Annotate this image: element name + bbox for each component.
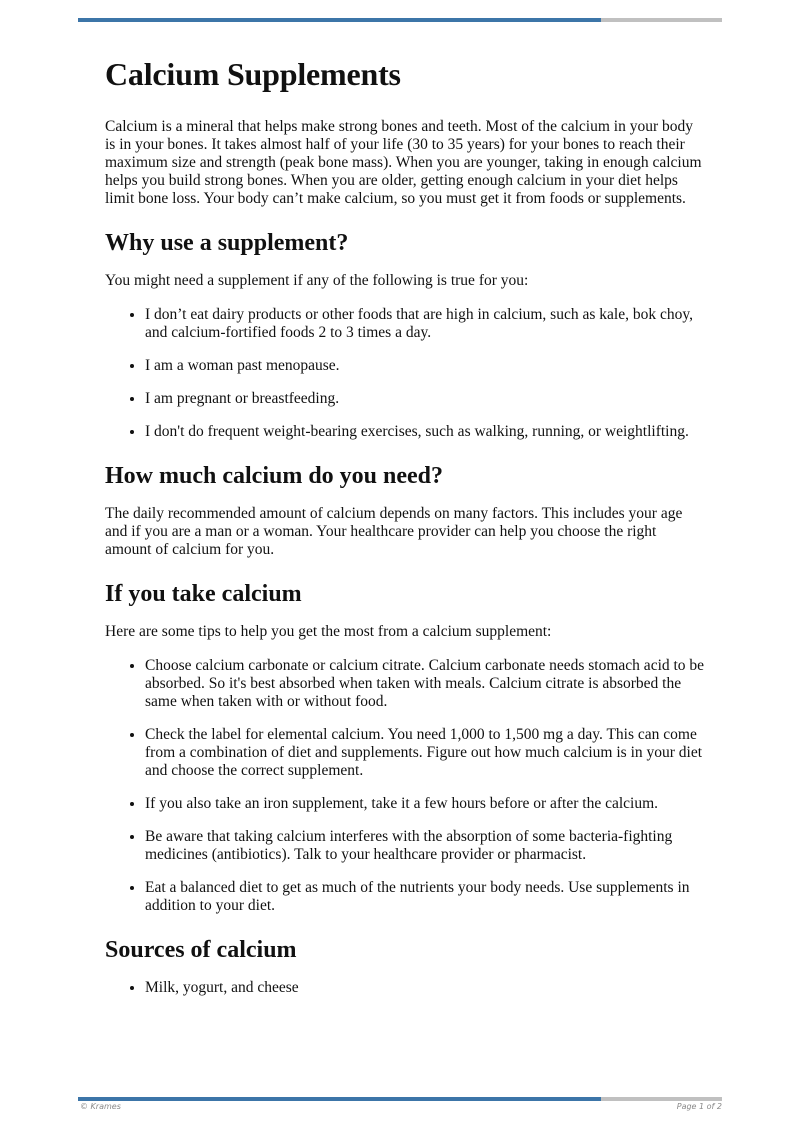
list-item: • Milk, yogurt, and cheese [145, 979, 705, 997]
list-item: • I don’t eat dairy products or other foods that are high in calcium, such as kale, bok choy, and calcium-fortified foods 2 to 3 times a day. [145, 306, 705, 342]
page-number: Page 1 of 2 [676, 1102, 722, 1111]
section-text-why: You might need a supplement if any of the following is true for you: [105, 272, 529, 289]
page-title: Calcium Supplements [105, 56, 401, 92]
list-item: • I don't do frequent weight-bearing exercises, such as walking, running, or weightlifting. [145, 423, 705, 441]
tips-list [105, 657, 705, 915]
header-rule-track [601, 18, 722, 22]
footer-rule [78, 1097, 722, 1101]
list-item: • Check the label for elemental calcium. You need 1,000 to 1,500 mg a day. This can come from a combination of diet and supplements. Figure out how much calcium is in your diet and choose the correct supplement. [145, 726, 705, 780]
footer-rule-accent [78, 1097, 601, 1101]
list-item: • Be aware that taking calcium interferes with the absorption of some bacteria-fighting medicines (antibiotics). Talk to your healthcare provider or pharmacist. [145, 828, 705, 864]
header-rule-accent [78, 18, 601, 22]
document-body [105, 54, 705, 1012]
list-item: • Eat a balanced diet to get as much of the nutrients your body needs. Use supplements in addition to your diet. [145, 879, 705, 915]
intro-paragraph: Calcium is a mineral that helps make strong bones and teeth. Most of the calcium in your body is in your bones. It takes almost half of your life (30 to 35 years) for your bones to reach their maximum size and strength (peak bone mass). When you are younger, taking in enough calcium helps you build strong bones. When you are older, getting enough calcium in your diet helps limit bone loss. Your body can’t make calcium, so you must get it from foods or supplements. [105, 118, 702, 207]
section-heading-if-you-take: If you take calcium [105, 581, 302, 607]
list-item: • If you also take an iron supplement, take it a few hours before or after the calcium. [145, 795, 705, 813]
list-item: • Choose calcium carbonate or calcium citrate. Calcium carbonate needs stomach acid to be absorbed. So it's best absorbed when taken with meals. Calcium citrate is absorbed the same when taken with or without food. [145, 657, 705, 711]
page-footer [80, 1102, 722, 1111]
section-heading-sources: Sources of calcium [105, 937, 297, 963]
header-rule [78, 18, 722, 22]
list-item: • I am pregnant or breastfeeding. [145, 390, 705, 408]
section-text-how-much: The daily recommended amount of calcium depends on many factors. This includes your age and if you are a man or a woman. Your healthcare provider can help you choose the right amount of calcium for you. [105, 505, 683, 558]
section-heading-how-much: How much calcium do you need? [105, 463, 444, 489]
section-text-if-you-take: Here are some tips to help you get the most from a calcium supplement: [105, 623, 552, 640]
footer-rule-track [601, 1097, 722, 1101]
copyright: © Krames [80, 1102, 121, 1111]
list-item: • I am a woman past menopause. [145, 357, 705, 375]
section-heading-why: Why use a supplement? [105, 230, 349, 256]
why-list [105, 306, 705, 441]
sources-list [105, 979, 705, 997]
